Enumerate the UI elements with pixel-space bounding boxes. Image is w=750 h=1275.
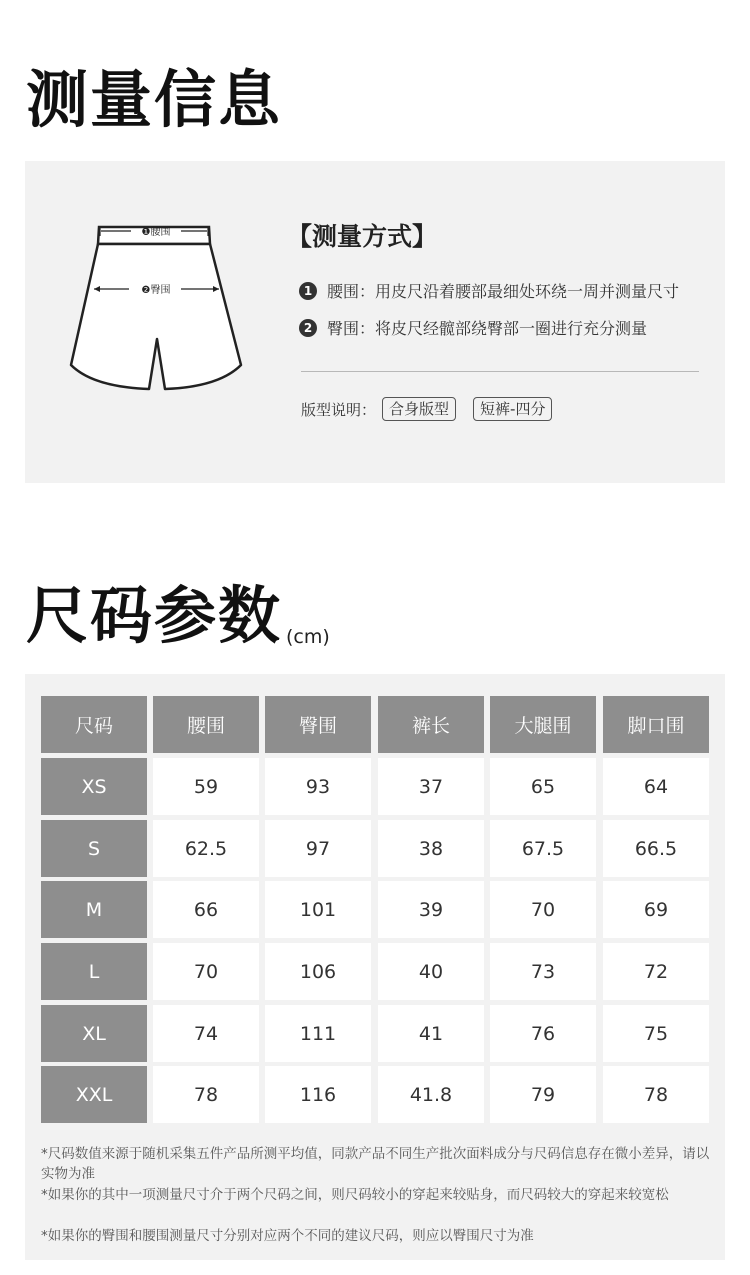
- number-badge: 1: [299, 282, 317, 300]
- shorts-diagram: [69, 217, 245, 397]
- table-header-cell: 脚口围: [603, 696, 709, 753]
- size-section-title: 尺码参数: [26, 579, 283, 652]
- footnote: *尺码数值来源于随机采集五件产品所测平均值，同款产品不同生产批次面料成分与尺码信息存在微小差异，请以实物为准: [41, 1146, 710, 1182]
- fit-label: 版型说明：: [301, 400, 377, 419]
- method-item-waist: [299, 279, 679, 302]
- table-cell: 67.5: [490, 820, 596, 877]
- table-cell: 69: [603, 881, 709, 938]
- divider: [301, 371, 699, 372]
- table-cell: 62.5: [153, 820, 259, 877]
- table-cell: 73: [490, 943, 596, 1000]
- unit-label: (cm): [286, 626, 330, 648]
- table-cell: 79: [490, 1066, 596, 1123]
- table-cell: 78: [603, 1066, 709, 1123]
- table-cell: 72: [603, 943, 709, 1000]
- table-header-cell: 腰围: [153, 696, 259, 753]
- fit-description: [301, 397, 552, 421]
- fit-tag: 合身版型: [382, 397, 456, 421]
- table-cell: 70: [490, 881, 596, 938]
- fit-tag: 短裤-四分: [473, 397, 552, 421]
- table-cell: 106: [265, 943, 371, 1000]
- hip-diagram-label: ❷臀围: [141, 285, 171, 296]
- method-text: 臀围：将皮尺经髋部绕臀部一圈进行充分测量: [327, 319, 648, 338]
- table-cell: 97: [265, 820, 371, 877]
- size-panel: [25, 674, 725, 1260]
- table-cell: 66: [153, 881, 259, 938]
- table-header-cell: 裤长: [378, 696, 484, 753]
- measure-panel: [25, 161, 725, 483]
- size-label-cell: XL: [41, 1005, 147, 1062]
- table-cell: 75: [603, 1005, 709, 1062]
- footnote: *如果你的其中一项测量尺寸介于两个尺码之间，则尺码较小的穿起来较贴身，而尺码较大的穿起来较宽松: [41, 1187, 669, 1203]
- footnote: *如果你的臀围和腰围测量尺寸分别对应两个不同的建议尺码，则应以臀围尺寸为准: [41, 1228, 534, 1244]
- number-badge: 2: [299, 319, 317, 337]
- table-cell: 65: [490, 758, 596, 815]
- table-header-cell: 尺码: [41, 696, 147, 753]
- table-cell: 38: [378, 820, 484, 877]
- table-cell: 39: [378, 881, 484, 938]
- method-item-hip: [299, 316, 647, 339]
- waist-diagram-label: ❶腰围: [141, 227, 171, 238]
- table-cell: 37: [378, 758, 484, 815]
- table-cell: 41: [378, 1005, 484, 1062]
- measure-section-title: 测量信息: [26, 63, 283, 136]
- size-label-cell: XXL: [41, 1066, 147, 1123]
- table-cell: 64: [603, 758, 709, 815]
- method-title: 【测量方式】: [287, 222, 438, 251]
- table-cell: 40: [378, 943, 484, 1000]
- table-cell: 59: [153, 758, 259, 815]
- size-label-cell: XS: [41, 758, 147, 815]
- size-label-cell: S: [41, 820, 147, 877]
- table-cell: 41.8: [378, 1066, 484, 1123]
- table-header-cell: 大腿围: [490, 696, 596, 753]
- table-cell: 111: [265, 1005, 371, 1062]
- table-cell: 74: [153, 1005, 259, 1062]
- size-label-cell: M: [41, 881, 147, 938]
- method-text: 腰围：用皮尺沿着腰部最细处环绕一周并测量尺寸: [327, 282, 680, 301]
- table-cell: 116: [265, 1066, 371, 1123]
- table-cell: 66.5: [603, 820, 709, 877]
- table-cell: 76: [490, 1005, 596, 1062]
- table-cell: 93: [265, 758, 371, 815]
- table-header-cell: 臀围: [265, 696, 371, 753]
- table-cell: 101: [265, 881, 371, 938]
- size-label-cell: L: [41, 943, 147, 1000]
- table-cell: 70: [153, 943, 259, 1000]
- table-cell: 78: [153, 1066, 259, 1123]
